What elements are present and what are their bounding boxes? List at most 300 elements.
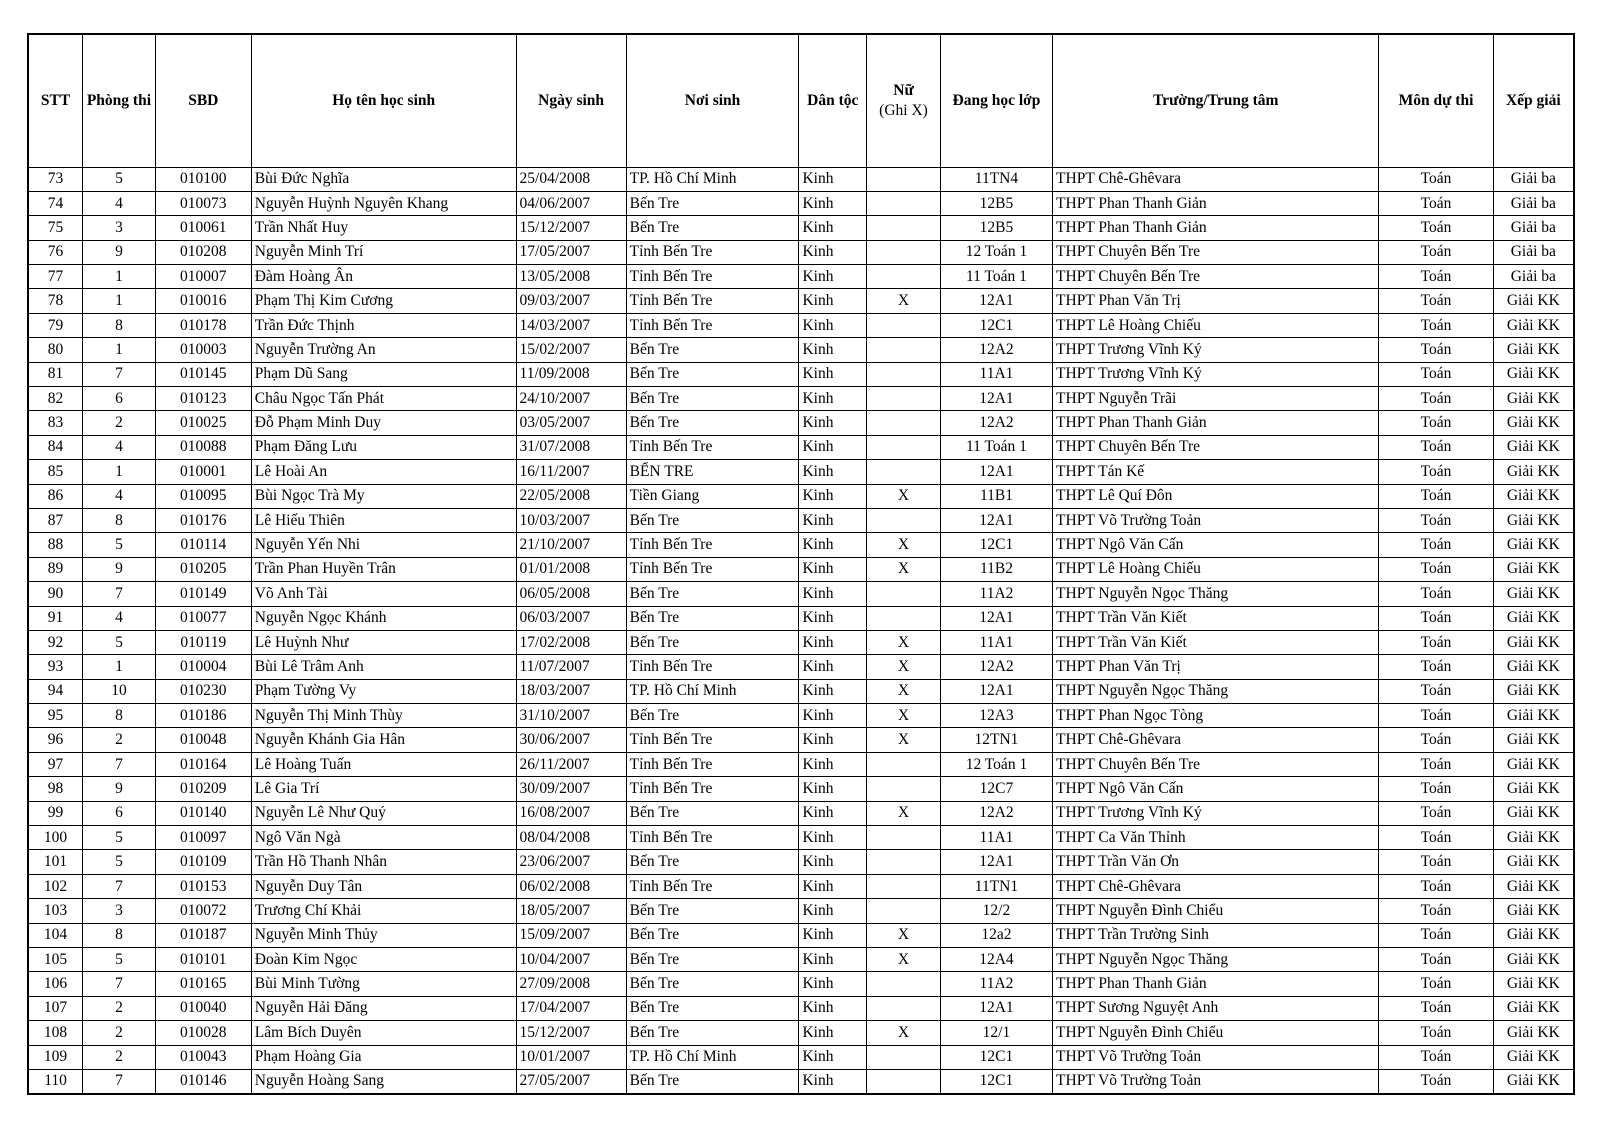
cell-phong-thi: 4 [83, 191, 156, 215]
cell-dang-hoc-lop: 12C1 [940, 1069, 1052, 1093]
table-row [28, 850, 1574, 874]
cell-phong-thi: 8 [83, 313, 156, 337]
cell-stt: 101 [28, 850, 83, 874]
cell-noi-sinh: Bến Tre [626, 630, 799, 654]
cell-stt: 95 [28, 704, 83, 728]
cell-truong: THPT Ngô Văn Cấn [1053, 533, 1379, 557]
cell-dang-hoc-lop: 12A2 [940, 655, 1052, 679]
cell-phong-thi: 1 [83, 655, 156, 679]
cell-dan-toc: Kinh [799, 167, 867, 191]
cell-phong-thi: 5 [83, 948, 156, 972]
table-row [28, 826, 1574, 850]
cell-noi-sinh: TP. Hồ Chí Minh [626, 679, 799, 703]
cell-truong: THPT Chê-Ghêvara [1053, 167, 1379, 191]
cell-phong-thi: 6 [83, 387, 156, 411]
cell-sbd: 010101 [155, 948, 251, 972]
cell-ngay-sinh: 09/03/2007 [516, 289, 626, 313]
cell-mon-du-thi: Toán [1379, 582, 1493, 606]
cell-xep-giai: Giải KK [1493, 533, 1574, 557]
header-noi-sinh: Nơi sinh [626, 34, 799, 167]
cell-sbd: 010100 [155, 167, 251, 191]
cell-truong: THPT Lê Quí Đôn [1053, 484, 1379, 508]
cell-stt: 91 [28, 606, 83, 630]
cell-truong: THPT Phan Thanh Giản [1053, 191, 1379, 215]
table-row [28, 801, 1574, 825]
table-row [28, 1045, 1574, 1069]
cell-ho-ten: Nguyễn Trường An [251, 338, 516, 362]
cell-xep-giai: Giải KK [1493, 435, 1574, 459]
cell-phong-thi: 7 [83, 362, 156, 386]
cell-mon-du-thi: Toán [1379, 752, 1493, 776]
table-row [28, 387, 1574, 411]
header-row [28, 34, 1574, 167]
cell-noi-sinh: Tỉnh Bến Tre [626, 777, 799, 801]
cell-noi-sinh: Tỉnh Bến Tre [626, 557, 799, 581]
cell-dang-hoc-lop: 11TN1 [940, 874, 1052, 898]
cell-nu [867, 777, 941, 801]
cell-dang-hoc-lop: 12A1 [940, 679, 1052, 703]
cell-noi-sinh: Bến Tre [626, 1069, 799, 1093]
cell-ho-ten: Nguyễn Hoàng Sang [251, 1069, 516, 1093]
cell-stt: 77 [28, 265, 83, 289]
cell-dan-toc: Kinh [799, 1021, 867, 1045]
cell-ngay-sinh: 22/05/2008 [516, 484, 626, 508]
cell-stt: 85 [28, 460, 83, 484]
cell-stt: 106 [28, 972, 83, 996]
cell-nu [867, 972, 941, 996]
cell-truong: THPT Phan Ngọc Tòng [1053, 704, 1379, 728]
cell-dang-hoc-lop: 12A1 [940, 850, 1052, 874]
cell-nu [867, 362, 941, 386]
cell-nu [867, 850, 941, 874]
cell-truong: THPT Phan Thanh Giản [1053, 411, 1379, 435]
cell-nu [867, 899, 941, 923]
cell-ho-ten: Bùi Đức Nghĩa [251, 167, 516, 191]
cell-ngay-sinh: 16/11/2007 [516, 460, 626, 484]
cell-ngay-sinh: 10/03/2007 [516, 508, 626, 532]
cell-xep-giai: Giải KK [1493, 948, 1574, 972]
cell-sbd: 010146 [155, 1069, 251, 1093]
cell-stt: 84 [28, 435, 83, 459]
table-row [28, 362, 1574, 386]
cell-mon-du-thi: Toán [1379, 606, 1493, 630]
cell-xep-giai: Giải KK [1493, 728, 1574, 752]
cell-phong-thi: 5 [83, 826, 156, 850]
cell-stt: 104 [28, 923, 83, 947]
cell-nu: X [867, 679, 941, 703]
cell-xep-giai: Giải KK [1493, 508, 1574, 532]
cell-phong-thi: 2 [83, 411, 156, 435]
cell-mon-du-thi: Toán [1379, 923, 1493, 947]
table-row [28, 923, 1574, 947]
cell-phong-thi: 4 [83, 435, 156, 459]
cell-ngay-sinh: 10/04/2007 [516, 948, 626, 972]
cell-sbd: 010153 [155, 874, 251, 898]
cell-noi-sinh: Bến Tre [626, 387, 799, 411]
cell-noi-sinh: Bến Tre [626, 338, 799, 362]
cell-mon-du-thi: Toán [1379, 874, 1493, 898]
cell-dang-hoc-lop: 12a2 [940, 923, 1052, 947]
cell-stt: 97 [28, 752, 83, 776]
cell-ho-ten: Trần Đức Thịnh [251, 313, 516, 337]
cell-dang-hoc-lop: 11A1 [940, 362, 1052, 386]
cell-dan-toc: Kinh [799, 630, 867, 654]
header-dang-hoc-lop: Đang học lớp [940, 34, 1052, 167]
table-row [28, 289, 1574, 313]
cell-mon-du-thi: Toán [1379, 899, 1493, 923]
cell-truong: THPT Trương Vĩnh Ký [1053, 362, 1379, 386]
cell-phong-thi: 10 [83, 679, 156, 703]
cell-dang-hoc-lop: 12A2 [940, 801, 1052, 825]
cell-xep-giai: Giải ba [1493, 240, 1574, 264]
cell-stt: 99 [28, 801, 83, 825]
cell-ho-ten: Nguyễn Minh Trí [251, 240, 516, 264]
cell-stt: 78 [28, 289, 83, 313]
cell-dang-hoc-lop: 11A2 [940, 972, 1052, 996]
cell-xep-giai: Giải ba [1493, 167, 1574, 191]
cell-truong: THPT Trương Vĩnh Ký [1053, 801, 1379, 825]
table-row [28, 874, 1574, 898]
cell-ngay-sinh: 10/01/2007 [516, 1045, 626, 1069]
cell-dang-hoc-lop: 12A1 [940, 996, 1052, 1020]
table-row [28, 606, 1574, 630]
cell-phong-thi: 2 [83, 1021, 156, 1045]
cell-nu [867, 240, 941, 264]
cell-ho-ten: Đỗ Phạm Minh Duy [251, 411, 516, 435]
cell-ngay-sinh: 25/04/2008 [516, 167, 626, 191]
cell-dan-toc: Kinh [799, 582, 867, 606]
table-row [28, 411, 1574, 435]
cell-sbd: 010209 [155, 777, 251, 801]
cell-mon-du-thi: Toán [1379, 411, 1493, 435]
cell-dan-toc: Kinh [799, 826, 867, 850]
cell-nu: X [867, 484, 941, 508]
cell-xep-giai: Giải KK [1493, 704, 1574, 728]
cell-dan-toc: Kinh [799, 801, 867, 825]
cell-ho-ten: Bùi Minh Tường [251, 972, 516, 996]
cell-nu [867, 435, 941, 459]
cell-sbd: 010088 [155, 435, 251, 459]
cell-phong-thi: 1 [83, 289, 156, 313]
results-table [27, 33, 1575, 1095]
cell-xep-giai: Giải KK [1493, 387, 1574, 411]
header-nu-label: Nữ [893, 82, 914, 100]
cell-ho-ten: Trương Chí Khải [251, 899, 516, 923]
cell-truong: THPT Phan Văn Trị [1053, 289, 1379, 313]
cell-noi-sinh: Bến Tre [626, 972, 799, 996]
cell-ngay-sinh: 31/07/2008 [516, 435, 626, 459]
cell-mon-du-thi: Toán [1379, 460, 1493, 484]
cell-phong-thi: 7 [83, 972, 156, 996]
cell-nu [867, 606, 941, 630]
cell-xep-giai: Giải KK [1493, 338, 1574, 362]
cell-mon-du-thi: Toán [1379, 338, 1493, 362]
cell-xep-giai: Giải KK [1493, 411, 1574, 435]
cell-sbd: 010123 [155, 387, 251, 411]
cell-phong-thi: 8 [83, 923, 156, 947]
cell-phong-thi: 9 [83, 240, 156, 264]
cell-noi-sinh: Bến Tre [626, 508, 799, 532]
cell-stt: 81 [28, 362, 83, 386]
cell-stt: 103 [28, 899, 83, 923]
cell-dang-hoc-lop: 11 Toán 1 [940, 265, 1052, 289]
cell-mon-du-thi: Toán [1379, 508, 1493, 532]
cell-sbd: 010208 [155, 240, 251, 264]
cell-stt: 109 [28, 1045, 83, 1069]
cell-dan-toc: Kinh [799, 679, 867, 703]
cell-sbd: 010230 [155, 679, 251, 703]
cell-ngay-sinh: 16/08/2007 [516, 801, 626, 825]
cell-dang-hoc-lop: 12C1 [940, 313, 1052, 337]
cell-dang-hoc-lop: 12A1 [940, 460, 1052, 484]
cell-nu [867, 265, 941, 289]
cell-nu: X [867, 533, 941, 557]
cell-ngay-sinh: 11/07/2007 [516, 655, 626, 679]
cell-xep-giai: Giải KK [1493, 630, 1574, 654]
cell-dan-toc: Kinh [799, 752, 867, 776]
cell-truong: THPT Chuyên Bến Tre [1053, 240, 1379, 264]
cell-ngay-sinh: 21/10/2007 [516, 533, 626, 557]
cell-mon-du-thi: Toán [1379, 655, 1493, 679]
cell-xep-giai: Giải KK [1493, 1021, 1574, 1045]
cell-phong-thi: 7 [83, 874, 156, 898]
cell-dang-hoc-lop: 11A1 [940, 826, 1052, 850]
table-row [28, 679, 1574, 703]
cell-nu: X [867, 557, 941, 581]
cell-ngay-sinh: 17/04/2007 [516, 996, 626, 1020]
cell-dan-toc: Kinh [799, 460, 867, 484]
cell-noi-sinh: Tỉnh Bến Tre [626, 655, 799, 679]
cell-mon-du-thi: Toán [1379, 1069, 1493, 1093]
cell-dang-hoc-lop: 12 Toán 1 [940, 240, 1052, 264]
cell-truong: THPT Trần Văn Kiết [1053, 606, 1379, 630]
cell-sbd: 010040 [155, 996, 251, 1020]
table-row [28, 582, 1574, 606]
cell-dang-hoc-lop: 12B5 [940, 191, 1052, 215]
cell-mon-du-thi: Toán [1379, 1021, 1493, 1045]
cell-nu [867, 1045, 941, 1069]
cell-mon-du-thi: Toán [1379, 435, 1493, 459]
cell-dan-toc: Kinh [799, 655, 867, 679]
cell-ho-ten: Phạm Tường Vy [251, 679, 516, 703]
cell-truong: THPT Nguyễn Đình Chiểu [1053, 1021, 1379, 1045]
cell-nu [867, 582, 941, 606]
cell-ho-ten: Trần Phan Huyền Trân [251, 557, 516, 581]
table-row [28, 752, 1574, 776]
cell-dan-toc: Kinh [799, 435, 867, 459]
cell-noi-sinh: Bến Tre [626, 899, 799, 923]
cell-truong: THPT Ca Văn Thỉnh [1053, 826, 1379, 850]
cell-noi-sinh: Bến Tre [626, 191, 799, 215]
cell-dang-hoc-lop: 12C1 [940, 533, 1052, 557]
table-row [28, 167, 1574, 191]
cell-mon-du-thi: Toán [1379, 216, 1493, 240]
cell-ho-ten: Lê Hoài An [251, 460, 516, 484]
cell-truong: THPT Chê-Ghêvara [1053, 874, 1379, 898]
cell-sbd: 010077 [155, 606, 251, 630]
cell-truong: THPT Trần Trường Sinh [1053, 923, 1379, 947]
cell-truong: THPT Nguyễn Trãi [1053, 387, 1379, 411]
cell-nu [867, 313, 941, 337]
cell-xep-giai: Giải KK [1493, 923, 1574, 947]
cell-ho-ten: Ngô Văn Ngà [251, 826, 516, 850]
cell-truong: THPT Phan Văn Trị [1053, 655, 1379, 679]
cell-dang-hoc-lop: 12A3 [940, 704, 1052, 728]
cell-ho-ten: Nguyễn Minh Thủy [251, 923, 516, 947]
cell-dan-toc: Kinh [799, 411, 867, 435]
table-row [28, 216, 1574, 240]
cell-phong-thi: 5 [83, 630, 156, 654]
cell-ngay-sinh: 18/05/2007 [516, 899, 626, 923]
cell-sbd: 010205 [155, 557, 251, 581]
cell-dan-toc: Kinh [799, 1045, 867, 1069]
cell-phong-thi: 2 [83, 728, 156, 752]
cell-noi-sinh: TP. Hồ Chí Minh [626, 167, 799, 191]
cell-dan-toc: Kinh [799, 240, 867, 264]
cell-sbd: 010114 [155, 533, 251, 557]
cell-ho-ten: Lê Gia Trí [251, 777, 516, 801]
cell-ngay-sinh: 11/09/2008 [516, 362, 626, 386]
header-sbd: SBD [155, 34, 251, 167]
cell-dan-toc: Kinh [799, 972, 867, 996]
cell-dan-toc: Kinh [799, 606, 867, 630]
header-dan-toc: Dân tộc [799, 34, 867, 167]
cell-mon-du-thi: Toán [1379, 191, 1493, 215]
cell-ngay-sinh: 15/12/2007 [516, 1021, 626, 1045]
cell-stt: 89 [28, 557, 83, 581]
cell-nu [867, 338, 941, 362]
cell-truong: THPT Võ Trường Toản [1053, 1069, 1379, 1093]
cell-dan-toc: Kinh [799, 387, 867, 411]
cell-xep-giai: Giải KK [1493, 557, 1574, 581]
cell-sbd: 010119 [155, 630, 251, 654]
table-row [28, 557, 1574, 581]
cell-xep-giai: Giải KK [1493, 362, 1574, 386]
cell-xep-giai: Giải ba [1493, 216, 1574, 240]
cell-stt: 96 [28, 728, 83, 752]
cell-stt: 80 [28, 338, 83, 362]
cell-xep-giai: Giải KK [1493, 777, 1574, 801]
cell-xep-giai: Giải KK [1493, 972, 1574, 996]
cell-xep-giai: Giải KK [1493, 874, 1574, 898]
cell-xep-giai: Giải KK [1493, 1069, 1574, 1093]
cell-ngay-sinh: 31/10/2007 [516, 704, 626, 728]
cell-nu: X [867, 948, 941, 972]
cell-ngay-sinh: 06/05/2008 [516, 582, 626, 606]
cell-dang-hoc-lop: 12/1 [940, 1021, 1052, 1045]
cell-nu [867, 874, 941, 898]
table-row [28, 460, 1574, 484]
cell-dang-hoc-lop: 12C7 [940, 777, 1052, 801]
cell-mon-du-thi: Toán [1379, 972, 1493, 996]
cell-dan-toc: Kinh [799, 338, 867, 362]
cell-stt: 110 [28, 1069, 83, 1093]
cell-nu: X [867, 923, 941, 947]
cell-truong: THPT Trần Văn Kiết [1053, 630, 1379, 654]
cell-nu [867, 826, 941, 850]
cell-noi-sinh: Bến Tre [626, 996, 799, 1020]
cell-dan-toc: Kinh [799, 216, 867, 240]
table-row [28, 704, 1574, 728]
cell-stt: 94 [28, 679, 83, 703]
cell-xep-giai: Giải KK [1493, 582, 1574, 606]
cell-dan-toc: Kinh [799, 728, 867, 752]
cell-dan-toc: Kinh [799, 704, 867, 728]
header-nu-note: (Ghi X) [879, 101, 928, 119]
cell-phong-thi: 9 [83, 557, 156, 581]
cell-phong-thi: 5 [83, 533, 156, 557]
cell-nu [867, 1069, 941, 1093]
header-stt: STT [28, 34, 83, 167]
cell-sbd: 010004 [155, 655, 251, 679]
table-row [28, 265, 1574, 289]
cell-noi-sinh: Tỉnh Bến Tre [626, 533, 799, 557]
cell-sbd: 010001 [155, 460, 251, 484]
cell-sbd: 010164 [155, 752, 251, 776]
cell-ho-ten: Nguyễn Ngọc Khánh [251, 606, 516, 630]
cell-dang-hoc-lop: 11B2 [940, 557, 1052, 581]
cell-noi-sinh: Tỉnh Bến Tre [626, 313, 799, 337]
cell-mon-du-thi: Toán [1379, 289, 1493, 313]
cell-stt: 102 [28, 874, 83, 898]
cell-xep-giai: Giải KK [1493, 850, 1574, 874]
cell-sbd: 010095 [155, 484, 251, 508]
cell-noi-sinh: Tỉnh Bến Tre [626, 728, 799, 752]
cell-phong-thi: 7 [83, 752, 156, 776]
cell-nu: X [867, 630, 941, 654]
cell-dang-hoc-lop: 11 Toán 1 [940, 435, 1052, 459]
cell-ngay-sinh: 15/09/2007 [516, 923, 626, 947]
header-ho-ten: Họ tên học sinh [251, 34, 516, 167]
cell-truong: THPT Nguyễn Đình Chiểu [1053, 899, 1379, 923]
table-row [28, 777, 1574, 801]
cell-sbd: 010145 [155, 362, 251, 386]
cell-stt: 90 [28, 582, 83, 606]
cell-truong: THPT Trần Văn Ơn [1053, 850, 1379, 874]
header-mon-du-thi: Môn dự thi [1379, 34, 1493, 167]
cell-ngay-sinh: 30/09/2007 [516, 777, 626, 801]
cell-ngay-sinh: 06/03/2007 [516, 606, 626, 630]
cell-xep-giai: Giải ba [1493, 191, 1574, 215]
cell-noi-sinh: Bến Tre [626, 606, 799, 630]
cell-ngay-sinh: 23/06/2007 [516, 850, 626, 874]
header-nu [867, 34, 941, 167]
cell-noi-sinh: Bến Tre [626, 411, 799, 435]
table-row [28, 972, 1574, 996]
cell-phong-thi: 3 [83, 216, 156, 240]
cell-xep-giai: Giải KK [1493, 484, 1574, 508]
cell-phong-thi: 1 [83, 460, 156, 484]
cell-dan-toc: Kinh [799, 313, 867, 337]
cell-dang-hoc-lop: 12B5 [940, 216, 1052, 240]
table-row [28, 728, 1574, 752]
cell-ho-ten: Phạm Đăng Lưu [251, 435, 516, 459]
cell-mon-du-thi: Toán [1379, 777, 1493, 801]
cell-noi-sinh: Bến Tre [626, 801, 799, 825]
cell-nu: X [867, 801, 941, 825]
cell-mon-du-thi: Toán [1379, 996, 1493, 1020]
cell-nu [867, 752, 941, 776]
cell-truong: THPT Nguyễn Ngọc Thăng [1053, 679, 1379, 703]
table-row [28, 533, 1574, 557]
cell-dang-hoc-lop: 12A1 [940, 289, 1052, 313]
cell-ho-ten: Võ Anh Tài [251, 582, 516, 606]
cell-stt: 76 [28, 240, 83, 264]
cell-dang-hoc-lop: 12/2 [940, 899, 1052, 923]
cell-phong-thi: 2 [83, 996, 156, 1020]
cell-truong: THPT Nguyễn Ngọc Thăng [1053, 582, 1379, 606]
table-row [28, 655, 1574, 679]
